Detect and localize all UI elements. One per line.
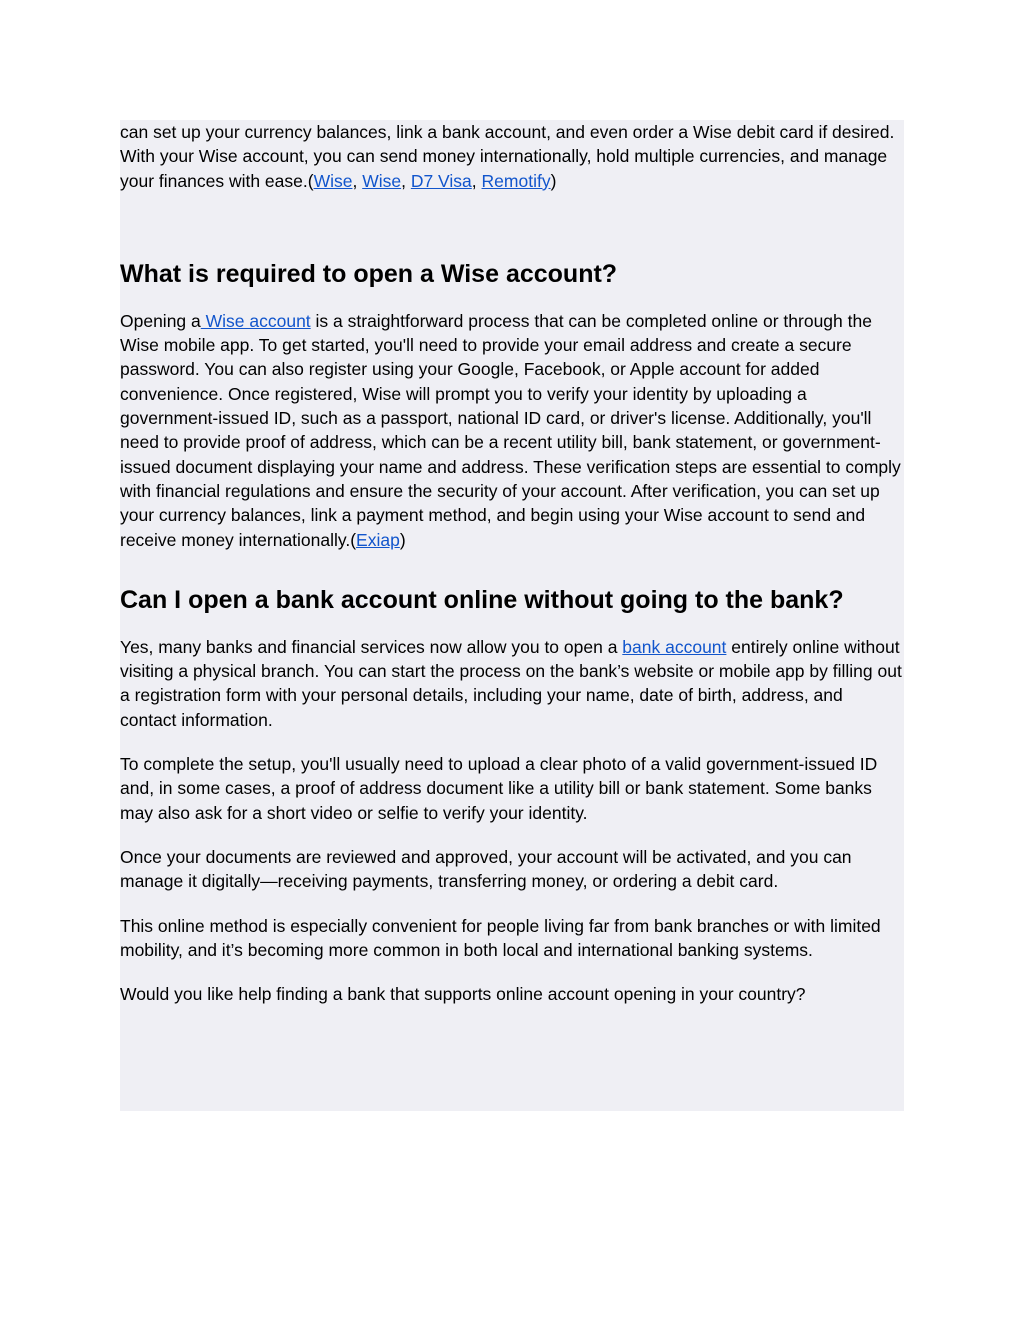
paragraph-text: Opening a (120, 310, 201, 331)
paragraph-text: is a straightforward process that can be completed online or through the Wise mobile app. To get started, you'll need to provide your email address and create a secure password. You can also register using your Google, Facebook, or Apple account for added convenience. Once registered, Wise will prompt you to verify your identity by uploading a government-issued ID, such as a passport, national ID card, or driver's license. Additionally, you'll need to provide proof of address, which can be a recent utility bill, bank statement, or government-issued document displaying your name and address. These verification steps are essential to comply with financial regulations and ensure the security of your account. After verification, you can set up your currency balances, link a payment method, and begin using your Wise account to send and receive money internationally.( (120, 310, 901, 550)
citation-link-exiap[interactable]: Exiap (356, 529, 400, 550)
open-online-paragraph-1 (120, 635, 904, 732)
wise-requirements-paragraph (120, 309, 904, 552)
citation-link-wise-2[interactable]: Wise (362, 170, 402, 191)
paragraph-text: Yes, many banks and financial services now allow you to open a (120, 636, 623, 657)
citation-link-d7-visa[interactable]: D7 Visa (410, 170, 472, 191)
separator: , (471, 170, 482, 191)
wise-account-link[interactable]: Wise account (200, 310, 311, 331)
separator: , (401, 170, 411, 191)
separator: , (352, 170, 363, 191)
open-online-paragraph-3: Once your documents are reviewed and approved, your account will be activated, and you can manage it digitally—receiving payments, transferring money, or ordering a debit card. (120, 846, 852, 892)
document-body (120, 120, 904, 1006)
bank-account-link[interactable]: bank account (622, 636, 727, 657)
close-paren: ) (550, 170, 557, 191)
intro-text: can set up your currency balances, link a bank account, and even order a Wise debit card if desired. With your Wise account, you can send money internationally, hold multiple currencies, and manage your finances with ease.( (120, 122, 895, 191)
paragraph-text: entirely online without visiting a physical branch. You can start the process on the bank’s website or mobile app by filling out a registration form with your personal details, including your name, date of birth, address, and contact information. (120, 636, 902, 730)
intro-paragraph (120, 120, 904, 193)
close-paren: ) (399, 529, 406, 550)
open-online-paragraph-4: This online method is especially convenient for people living far from bank branches or with limited mobility, and it’s becoming more common in both local and international banking systems. (120, 915, 881, 960)
section-heading-open-online: Can I open a bank account online without going to the bank? (120, 585, 844, 614)
citation-link-wise-1[interactable]: Wise (313, 170, 353, 191)
section-heading-wise-requirements: What is required to open a Wise account? (120, 259, 618, 288)
open-online-paragraph-2: To complete the setup, you'll usually need to upload a clear photo of a valid government-issued ID and, in some cases, a proof of address document like a utility bill or bank statement. Some banks may also ask for a short video or selfie to verify your identity. (120, 754, 878, 823)
citation-link-remotify[interactable]: Remotify (481, 170, 551, 191)
open-online-paragraph-5: Would you like help finding a bank that supports online account opening in your country? (120, 984, 806, 1005)
